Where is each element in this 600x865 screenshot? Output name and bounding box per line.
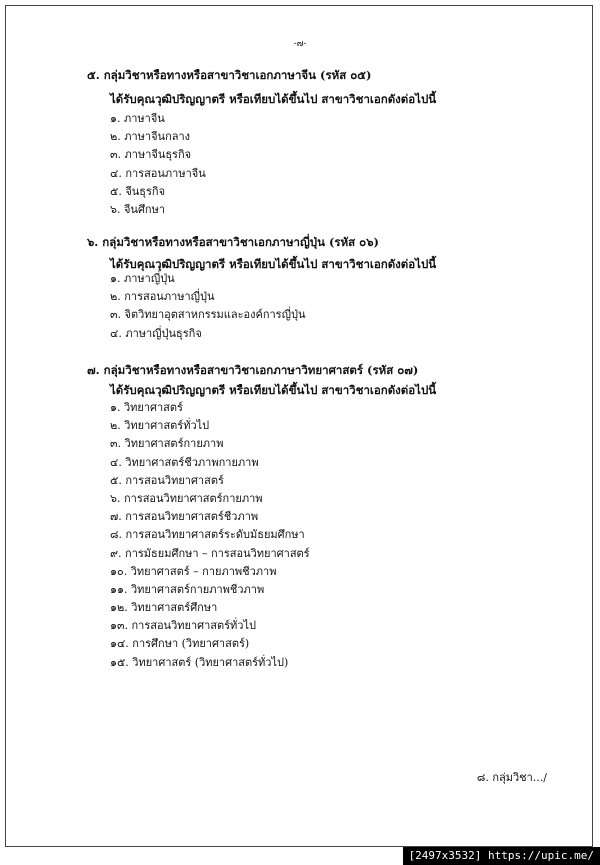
section-title: ๖. กลุ่มวิชาหรือทางหรือสาขาวิชาเอกภาษาญี่ปุ่น (รหัส ๐๖) — [87, 235, 379, 249]
list-item: ๓. ภาษาจีนธุรกิจ — [110, 148, 192, 162]
continuation-note: ๘. กลุ่มวิชา.../ — [476, 771, 547, 784]
list-item: ๓. จิตวิทยาอุตสาหกรรมและองค์การญี่ปุ่น — [110, 308, 306, 322]
list-item: ๖. จีนศึกษา — [110, 202, 166, 216]
section-item-list — [110, 272, 305, 345]
list-item: ๑๔. การศึกษา (วิทยาศาสตร์) — [110, 637, 250, 651]
list-item: ๔. การสอนภาษาจีน — [110, 166, 206, 180]
list-item: ๔. วิทยาศาสตร์ชีวภาพกายภาพ — [110, 455, 259, 469]
section-subtitle: ได้รับคุณวุฒิปริญญาตรี หรือเทียบได้ขึ้นไป สาขาวิชาเอกดังต่อไปนี้ — [110, 92, 437, 106]
list-item: ๘. การสอนวิทยาศาสตร์ระดับมัธยมศึกษา — [110, 528, 305, 542]
section-item-list — [110, 112, 206, 221]
list-item: ๒. การสอนภาษาญี่ปุ่น — [110, 290, 215, 304]
list-item: ๑. ภาษาจีน — [110, 112, 165, 125]
list-item: ๑๕. วิทยาศาสตร์ (วิทยาศาสตร์ทั่วไป) — [110, 655, 289, 669]
list-item: ๒. วิทยาศาสตร์ทั่วไป — [110, 419, 210, 433]
list-item: ๑๓. การสอนวิทยาศาสตร์ทั่วไป — [110, 619, 256, 633]
list-item: ๕. การสอนวิทยาศาสตร์ — [110, 473, 224, 487]
list-item: ๒. ภาษาจีนกลาง — [110, 130, 191, 144]
section-title: ๕. กลุ่มวิชาหรือทางหรือสาขาวิชาเอกภาษาจีน (รหัส ๐๕) — [87, 68, 372, 82]
page-number: -๗- — [293, 39, 307, 49]
section-subtitle: ได้รับคุณวุฒิปริญญาตรี หรือเทียบได้ขึ้นไป สาขาวิชาเอกดังต่อไปนี้ — [110, 383, 437, 397]
section-title: ๗. กลุ่มวิชาหรือทางหรือสาขาวิชาเอกภาษาวิทยาศาสตร์ (รหัส ๐๗) — [87, 363, 419, 377]
list-item: ๑. วิทยาศาสตร์ — [110, 401, 183, 414]
list-item: ๙. การมัธยมศึกษา – การสอนวิทยาศาสตร์ — [110, 546, 310, 560]
section-item-list — [110, 401, 310, 674]
list-item: ๖. การสอนวิทยาศาสตร์กายภาพ — [110, 491, 263, 505]
list-item: ๑๒. วิทยาศาสตร์ศึกษา — [110, 601, 218, 615]
list-item: ๔. ภาษาญี่ปุ่นธุรกิจ — [110, 326, 202, 340]
list-item: ๑๐. วิทยาศาสตร์ – กายภาพชีวภาพ — [110, 564, 277, 578]
upload-watermark: [2497x3532] https://upic.me/ — [403, 847, 600, 865]
list-item: ๑. ภาษาญี่ปุ่น — [110, 272, 175, 285]
list-item: ๕. จีนธุรกิจ — [110, 184, 166, 198]
list-item: ๑๑. วิทยาศาสตร์กายภาพชีวภาพ — [110, 582, 265, 596]
section-subtitle: ได้รับคุณวุฒิปริญญาตรี หรือเทียบได้ขึ้นไป สาขาวิชาเอกดังต่อไปนี้ — [110, 257, 437, 271]
list-item: ๗. การสอนวิทยาศาสตร์ชีวภาพ — [110, 510, 259, 524]
list-item: ๓. วิทยาศาสตร์กายภาพ — [110, 437, 224, 451]
